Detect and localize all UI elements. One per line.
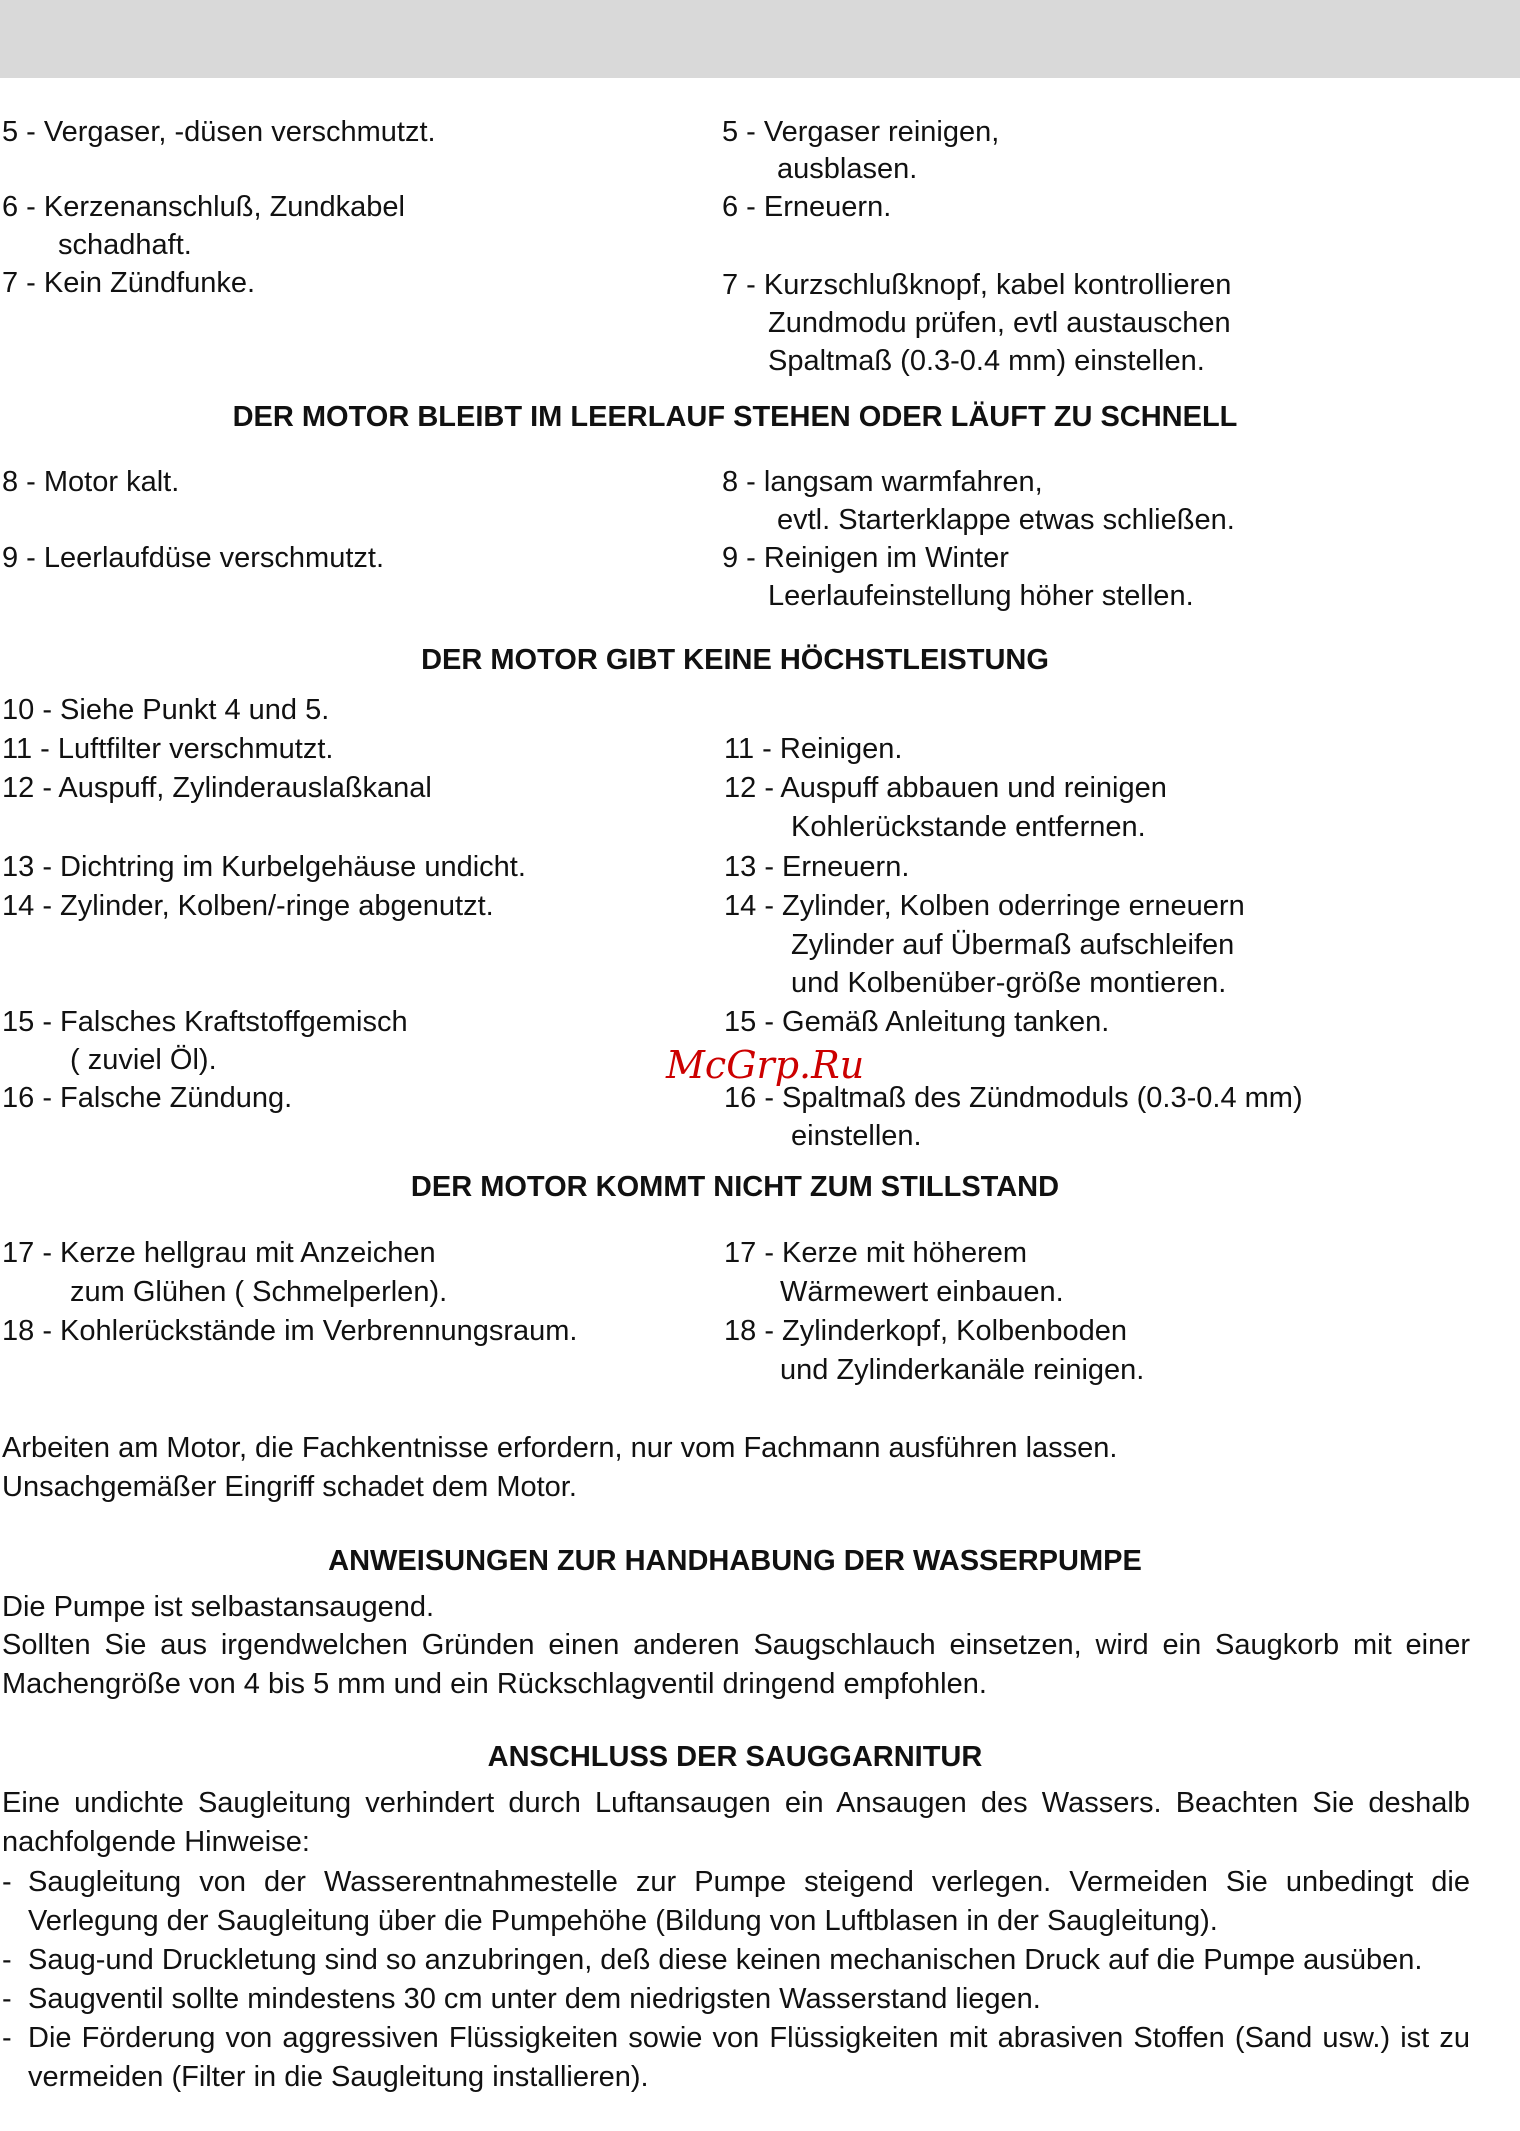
cause-7: 7 - Kein Zündfunke. <box>2 267 256 299</box>
page-header-band <box>0 0 1520 78</box>
bullet-mark: - <box>2 2022 12 2054</box>
remedy-8-line1: 8 - langsam warmfahren, <box>722 466 1043 498</box>
list-item <box>2 1863 1470 1941</box>
remedy-9-line1: 9 - Reinigen im Winter <box>722 542 1009 574</box>
remedy-18-line1: 18 - Zylinderkopf, Kolbenboden <box>724 1315 1128 1347</box>
remedy-7-line1: 7 - Kurzschlußknopf, kabel kontrollieren <box>722 269 1232 301</box>
cause-12: 12 - Auspuff, Zylinderauslaßkanal <box>2 772 432 804</box>
pump-text-paragraph: Sollten Sie aus irgendwelchen Gründen einen anderen Saugschlauch einsetzen, wird ein Saugkorb mit einer Machengröße von 4 bis 5 mm und ein Rückschlagventil dringend empfohlen. <box>2 1629 1470 1700</box>
cause-13: 13 - Dichtring im Kurbelgehäuse undicht. <box>2 851 526 883</box>
cause-14: 14 - Zylinder, Kolben/-ringe abgenutzt. <box>2 890 494 922</box>
cause-17-line1: 17 - Kerze hellgrau mit Anzeichen <box>2 1237 436 1269</box>
cause-9: 9 - Leerlaufdüse verschmutzt. <box>2 542 385 574</box>
bullet-text: Die Förderung von aggressiven Flüssigkeiten sowie von Flüssigkeiten mit abrasiven Stoffen (Sand usw.) ist zu vermeiden (Filter in die Saugleitung installieren). <box>28 2022 1470 2093</box>
cause-8: 8 - Motor kalt. <box>2 466 180 498</box>
bullet-mark: - <box>2 1944 12 1976</box>
bullet-text: Saugleitung von der Wasserentnahmestelle zur Pumpe steigend verlegen. Vermeiden Sie unbedingt die Verlegung der Saugleitung über die Pumpehöhe (Bildung von Luftblasen in der Saugleitung). <box>28 1866 1470 1937</box>
remedy-6: 6 - Erneuern. <box>722 191 892 223</box>
heading-idle: DER MOTOR BLEIBT IM LEERLAUF STEHEN ODER LÄUFT ZU SCHNELL <box>232 401 1238 433</box>
heading-stop: DER MOTOR KOMMT NICHT ZUM STILLSTAND <box>410 1171 1060 1203</box>
pump-text-line1: Die Pumpe ist selbastansaugend. <box>2 1591 435 1623</box>
list-item <box>2 1941 1470 1980</box>
cause-15-line2: ( zuviel Öl). <box>70 1044 217 1076</box>
cause-15-line1: 15 - Falsches Kraftstoffgemisch <box>2 1006 408 1038</box>
heading-suction: ANSCHLUSS DER SAUGGARNITUR <box>487 1741 983 1773</box>
remedy-18-line2: und Zylinderkanäle reinigen. <box>780 1354 1145 1386</box>
remedy-7-line3: Spaltmaß (0.3-0.4 mm) einstellen. <box>768 345 1205 377</box>
remedy-5-line1: 5 - Vergaser reinigen, <box>722 116 1000 148</box>
heading-pump: ANWEISUNGEN ZUR HANDHABUNG DER WASSERPUMPE <box>328 1545 1142 1577</box>
remedy-13: 13 - Erneuern. <box>724 851 910 883</box>
remedy-7-line2: Zundmodu prüfen, evtl austauschen <box>768 307 1231 339</box>
bullet-text: Saug-und Druckletung sind so anzubringen, deß diese keinen mechanischen Druck auf die Pumpe ausüben. <box>28 1944 1423 1976</box>
bullet-mark: - <box>2 1983 12 2015</box>
cause-16: 16 - Falsche Zündung. <box>2 1082 293 1114</box>
cause-10: 10 - Siehe Punkt 4 und 5. <box>2 694 330 726</box>
heading-power: DER MOTOR GIBT KEINE HÖCHSTLEISTUNG <box>421 644 1049 676</box>
remedy-16-line1: 16 - Spaltmaß des Zündmoduls (0.3-0.4 mm) <box>724 1082 1303 1114</box>
suction-intro: Eine undichte Saugleitung verhindert durch Luftansaugen ein Ansaugen des Wassers. Beachten Sie deshalb nachfolgende Hinweise: <box>2 1787 1470 1858</box>
list-item <box>2 1980 1470 2019</box>
note-work-line1: Arbeiten am Motor, die Fachkentnisse erfordern, nur vom Fachmann ausführen lassen. <box>2 1432 1118 1464</box>
remedy-17-line1: 17 - Kerze mit höherem <box>724 1237 1028 1269</box>
remedy-14-line2: Zylinder auf Übermaß aufschleifen <box>791 929 1235 961</box>
remedy-14-line3: und Kolbenüber-größe montieren. <box>791 967 1227 999</box>
list-item <box>2 2019 1470 2097</box>
remedy-17-line2: Wärmewert einbauen. <box>780 1276 1064 1308</box>
bullet-text: Saugventil sollte mindestens 30 cm unter dem niedrigsten Wasserstand liegen. <box>28 1983 1041 2015</box>
cause-17-line2: zum Glühen ( Schmelperlen). <box>70 1276 448 1308</box>
cause-5: 5 - Vergaser, -düsen verschmutzt. <box>2 116 436 148</box>
remedy-16-line2: einstellen. <box>791 1120 922 1152</box>
bullet-mark: - <box>2 1866 12 1898</box>
remedy-14-line1: 14 - Zylinder, Kolben oderringe erneuern <box>724 890 1245 922</box>
note-work-line2: Unsachgemäßer Eingriff schadet dem Motor. <box>2 1471 577 1503</box>
cause-6-line2: schadhaft. <box>58 229 192 261</box>
watermark: McGrp.Ru <box>666 1043 865 1087</box>
cause-18: 18 - Kohlerückstände im Verbrennungsraum. <box>2 1315 578 1347</box>
remedy-11: 11 - Reinigen. <box>724 733 903 765</box>
remedy-9-line2: Leerlaufeinstellung höher stellen. <box>768 580 1194 612</box>
cause-6-line1: 6 - Kerzenanschluß, Zundkabel <box>2 191 405 223</box>
remedy-12-line1: 12 - Auspuff abbauen und reinigen <box>724 772 1167 804</box>
remedy-15: 15 - Gemäß Anleitung tanken. <box>724 1006 1110 1038</box>
bullet-list <box>2 1863 1470 2097</box>
cause-11: 11 - Luftfilter verschmutzt. <box>2 733 334 765</box>
remedy-12-line2: Kohlerückstande entfernen. <box>791 811 1146 843</box>
remedy-8-line2: evtl. Starterklappe etwas schließen. <box>777 504 1235 536</box>
remedy-5-line2: ausblasen. <box>777 153 918 185</box>
